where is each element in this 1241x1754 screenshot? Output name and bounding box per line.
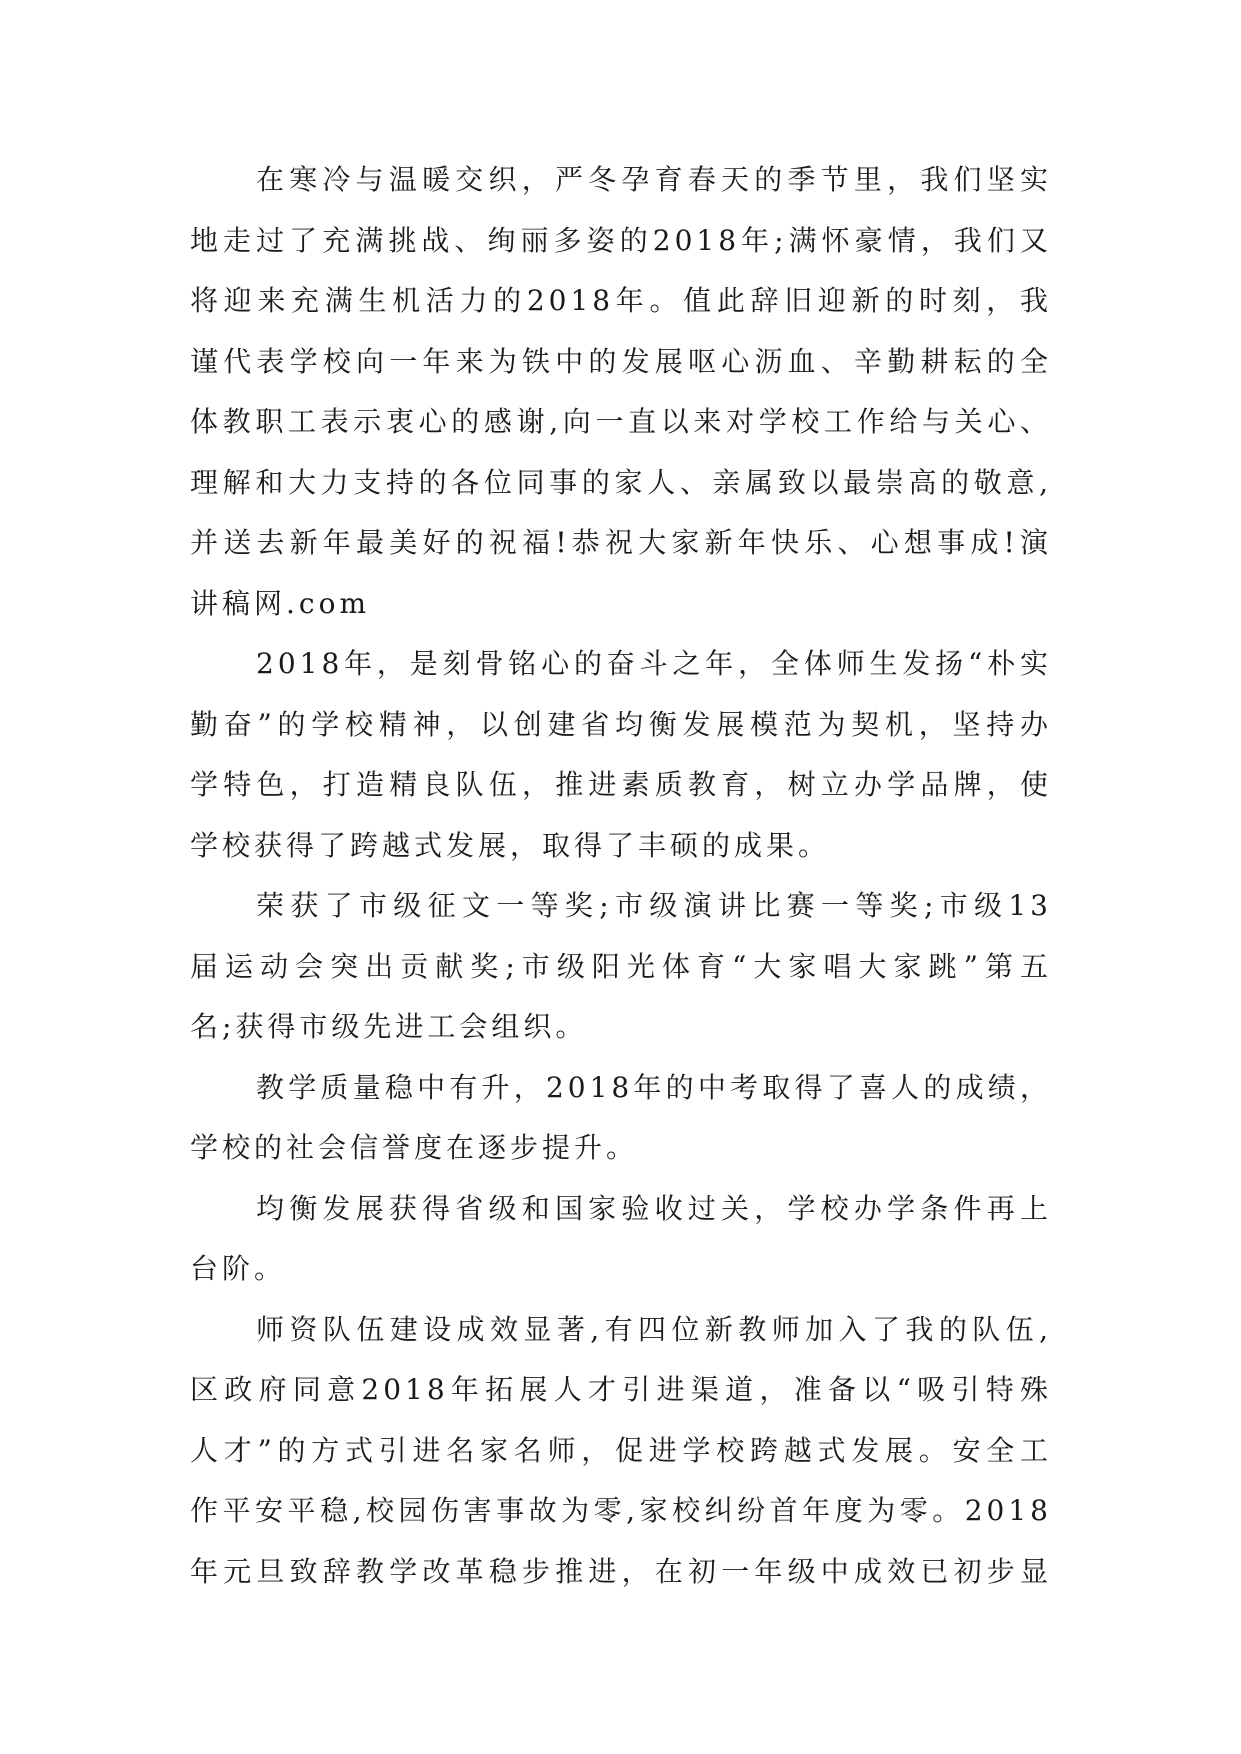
text-line: 理解和大力支持的各位同事的家人、亲属致以最崇高的敬意, <box>190 465 1052 499</box>
text-line: 学特色，打造精良队伍，推进素质教育，树立办学品牌，使 <box>190 768 1052 801</box>
text-line: 地走过了充满挑战、绚丽多姿的2018年;满怀豪情，我们又 <box>190 223 1052 257</box>
text-line: 师资队伍建设成效显著,有四位新教师加入了我的队伍, <box>256 1312 1052 1346</box>
paragraph-new-year-greeting <box>190 150 1052 634</box>
text-line: 台阶。 <box>190 1252 287 1285</box>
text-line: 2018年，是刻骨铭心的奋斗之年，全体师生发扬“朴实 <box>256 647 1052 680</box>
paragraph-awards <box>190 876 1052 1058</box>
text-line: 体教职工表示衷心的感谢,向一直以来对学校工作给与关心、 <box>190 405 1052 438</box>
text-line: 讲稿网.com <box>190 586 370 620</box>
text-line: 将迎来充满生机活力的2018年。值此辞旧迎新的时刻，我 <box>190 284 1052 317</box>
text-line: 人才”的方式引进名家名师，促进学校跨越式发展。安全工 <box>190 1433 1052 1467</box>
paragraph-teaching-quality <box>190 1058 1052 1179</box>
text-line: 年元旦致辞教学改革稳步推进，在初一年级中成效已初步显 <box>190 1554 1052 1588</box>
paragraph-balanced-development <box>190 1179 1052 1300</box>
text-line: 在寒冷与温暖交织，严冬孕育春天的季节里，我们坚实 <box>256 163 1052 196</box>
paragraph-year-review <box>190 634 1052 876</box>
text-line: 荣获了市级征文一等奖;市级演讲比赛一等奖;市级13 <box>256 889 1052 922</box>
paragraph-staff-development <box>190 1300 1052 1603</box>
text-line: 学校的社会信誉度在逐步提升。 <box>190 1131 639 1164</box>
text-line: 均衡发展获得省级和国家验收过关，学校办学条件再上 <box>256 1191 1052 1225</box>
text-line: 作平安平稳,校园伤害事故为零,家校纠纷首年度为零。2018 <box>190 1494 1052 1527</box>
text-line: 区政府同意2018年拓展人才引进渠道，准备以“吸引特殊 <box>190 1373 1052 1406</box>
text-line: 教学质量稳中有升，2018年的中考取得了喜人的成绩， <box>256 1070 1052 1104</box>
text-line: 学校获得了跨越式发展，取得了丰硕的成果。 <box>190 828 831 862</box>
text-line: 名;获得市级先进工会组织。 <box>190 1010 588 1043</box>
text-line: 勤奋”的学校精神，以创建省均衡发展模范为契机，坚持办 <box>190 707 1052 741</box>
document-body <box>190 150 1052 1602</box>
text-line: 届运动会突出贡献奖;市级阳光体育“大家唱大家跳”第五 <box>190 949 1052 983</box>
text-line: 并送去新年最美好的祝福!恭祝大家新年快乐、心想事成!演 <box>190 526 1052 559</box>
text-line: 谨代表学校向一年来为铁中的发展呕心沥血、辛勤耕耘的全 <box>190 344 1052 378</box>
